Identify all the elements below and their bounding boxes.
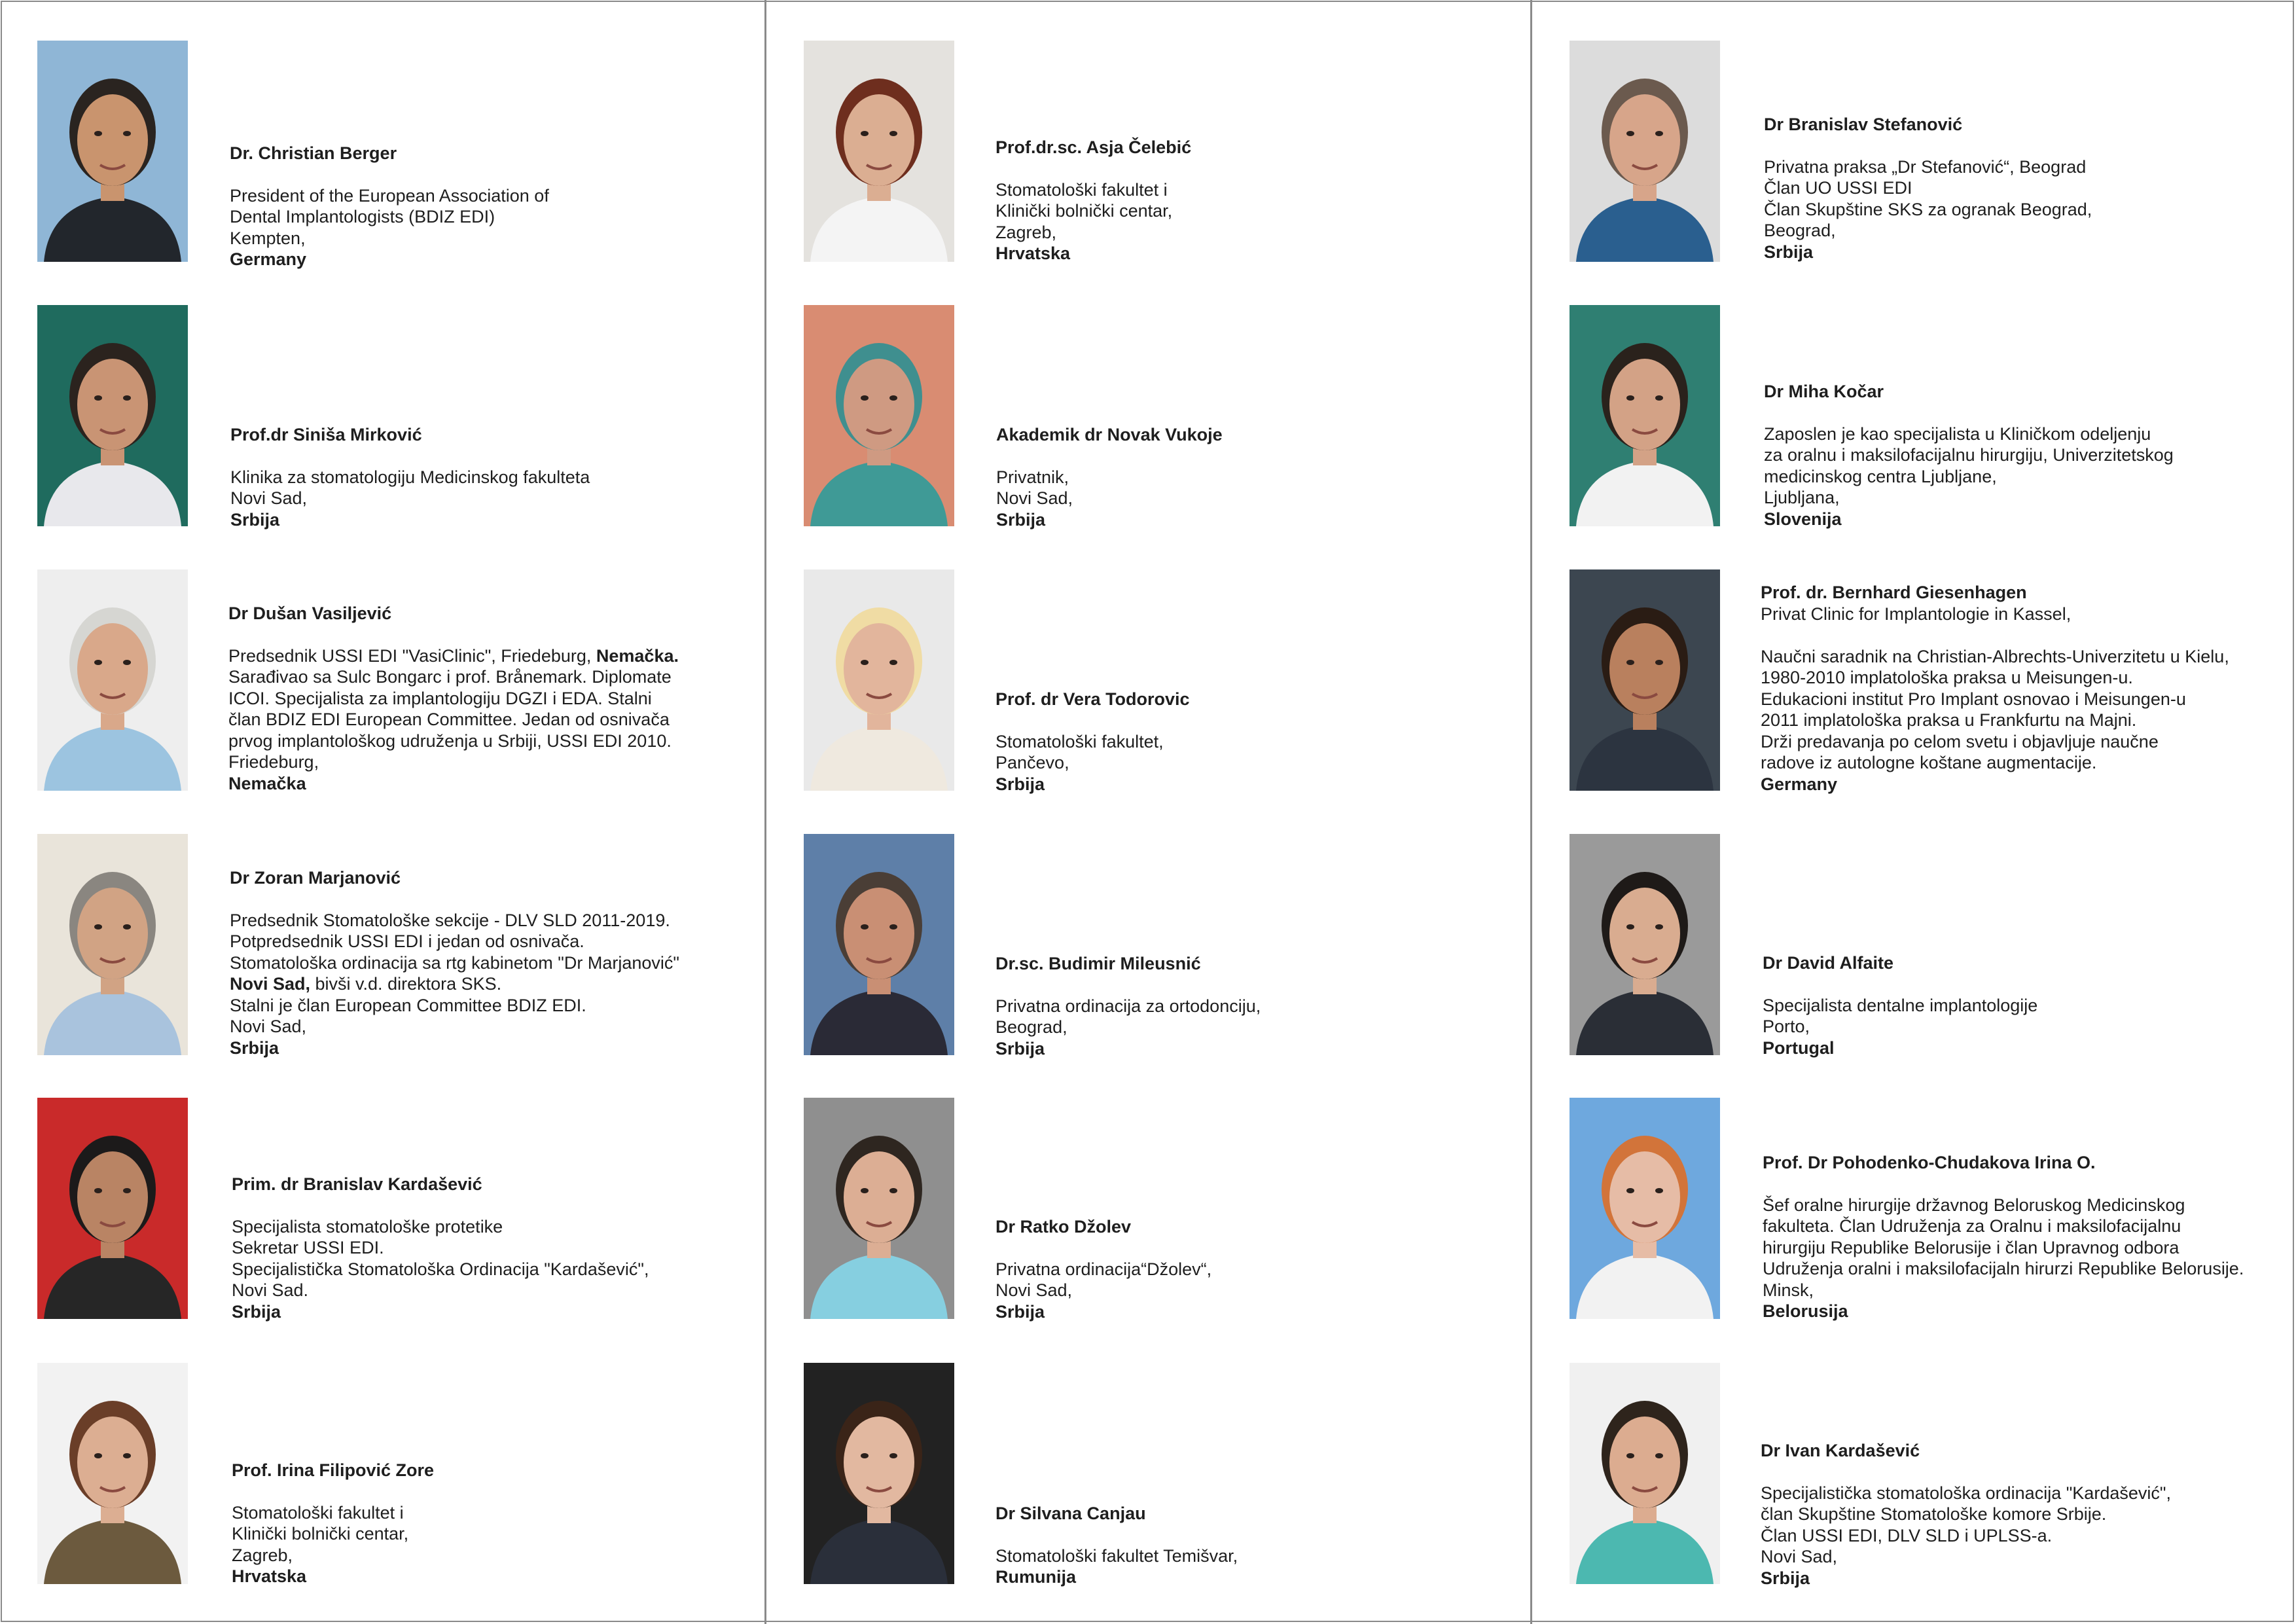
speaker-affiliation-line: Novi Sad, [230, 488, 308, 508]
speaker-affiliation-line: Član Skupštine SKS za ogranak Beograd, [1764, 199, 2092, 219]
speaker-affiliation-line [1761, 624, 2229, 646]
speaker-affiliation-line: Specijalistička stomatološka ordinacija "Kardašević", [1761, 1483, 2171, 1503]
bold-inline-text: Nemačka. [596, 645, 679, 666]
speaker-country: Hrvatska [232, 1566, 307, 1586]
speaker-affiliation-line: Minsk, [1763, 1280, 1814, 1300]
speaker-card [1763, 952, 2037, 1058]
speaker-card [230, 424, 590, 530]
speaker-name: Prof. Dr Pohodenko-Chudakova Irina O. [1763, 1153, 2096, 1172]
speaker-card [230, 867, 679, 1058]
speaker-card [996, 953, 1261, 1059]
speaker-card [228, 603, 679, 794]
speaker-affiliation-line: Edukacioni institut Pro Implant osnovao i Meisungen-u [1761, 689, 2186, 709]
speaker-photo [37, 1363, 188, 1584]
speaker-name: Dr David Alfaite [1763, 953, 1894, 973]
speaker-card [996, 1503, 1238, 1588]
speaker-name: Dr Zoran Marjanović [230, 868, 401, 888]
speaker-photo [804, 569, 954, 791]
portrait-image [1570, 834, 1720, 1055]
speaker-affiliation-line: Specijalista stomatološke protetike [232, 1216, 503, 1236]
speaker-affiliation-line: hirurgiju Republike Belorusije i član Upravnog odbora [1763, 1237, 2179, 1257]
speaker-affiliation-line: Klinički bolnički centar, [232, 1524, 409, 1543]
portrait-image [804, 834, 954, 1055]
speaker-card [230, 143, 549, 270]
speaker-country: Srbija [996, 509, 1046, 530]
speaker-affiliation-line: Klinika za stomatologiju Medicinskog fakulteta [230, 467, 590, 487]
speaker-name: Akademik dr Novak Vukoje [996, 425, 1223, 444]
speaker-name: Prof.dr.sc. Asja Čelebić [996, 137, 1192, 157]
speaker-affiliation-line: Dental Implantologists (BDIZ EDI) [230, 207, 495, 226]
speaker-card [1761, 582, 2229, 795]
speaker-card [1763, 1152, 2244, 1322]
speaker-affiliation-line: Privatna ordinacija za ortodonciju, [996, 996, 1261, 1016]
speaker-name: Dr Ratko Džolev [996, 1217, 1132, 1236]
speaker-country: Slovenija [1764, 509, 1842, 529]
portrait-image [1570, 41, 1720, 262]
speaker-affiliation-line: Beograd, [996, 1017, 1067, 1037]
speaker-affiliation-line: 1980-2010 implatološka praksa u Meisungen-u. [1761, 668, 2133, 687]
speaker-name: Dr Miha Kočar [1764, 382, 1884, 401]
portrait-image [37, 569, 188, 791]
speaker-card [1764, 381, 2174, 530]
speaker-photo [804, 1098, 954, 1319]
speaker-affiliation-line: Novi Sad, [1761, 1547, 1838, 1566]
portrait-image [37, 41, 188, 262]
speaker-affiliation-line: 2011 implatološka praksa u Frankfurtu na Majni. [1761, 710, 2137, 730]
bold-inline-text: Novi Sad, [230, 974, 311, 994]
speaker-country: Hrvatska [996, 244, 1071, 263]
speaker-card [996, 689, 1190, 795]
speaker-name: Dr Dušan Vasiljević [228, 604, 392, 623]
column-divider-1 [764, 0, 766, 1624]
portrait-image [804, 41, 954, 262]
portrait-image [1570, 1098, 1720, 1319]
speaker-affiliation-line: Privat Clinic for Implantologie in Kassel, [1761, 604, 2072, 624]
speaker-affiliation-line: Novi Sad, [996, 1280, 1073, 1300]
speaker-affiliation-line: Privatna praksa „Dr Stefanović“, Beograd [1764, 156, 2087, 177]
speaker-affiliation-line: član BDIZ EDI European Committee. Jedan od osnivača [228, 710, 670, 729]
speaker-affiliation-line: ICOI. Specijalista za implantologiju DGZI i EDA. Stalni [228, 688, 652, 708]
speaker-name: Dr Branislav Stefanović [1764, 115, 1963, 134]
speaker-affiliation-line: Klinički bolnički centar, [996, 201, 1173, 221]
speaker-affiliation-line: Zaposlen je kao specijalista u Kliničkom odeljenju [1764, 424, 2151, 444]
portrait-image [1570, 305, 1720, 526]
speaker-affiliation-line: Zagreb, [996, 222, 1057, 242]
speaker-affiliation-line: Drži predavanja po celom svetu i objavljuje naučne [1761, 731, 2159, 751]
speaker-country: Rumunija [996, 1567, 1077, 1587]
speaker-affiliation-line: fakulteta. Član Udruženja za Oralnu i maksilofacijalnu [1763, 1216, 2181, 1236]
speaker-country: Germany [230, 249, 307, 269]
speaker-country: Srbija [996, 774, 1045, 794]
speaker-photo [804, 1363, 954, 1584]
speaker-affiliation-line: Novi Sad, [230, 1017, 307, 1036]
speaker-photo [37, 569, 188, 791]
portrait-image [37, 1098, 188, 1319]
column-divider-2 [1530, 0, 1532, 1624]
speaker-photo [1570, 1363, 1720, 1584]
speaker-affiliation-line: Šef oralne hirurgije državnog Beloruskog Medicinskog [1763, 1195, 2185, 1215]
speaker-country: Nemačka [228, 773, 306, 793]
speaker-name: Dr. Christian Berger [230, 143, 397, 163]
speaker-photo [37, 41, 188, 262]
speaker-affiliation-line: Sekretar USSI EDI. [232, 1238, 384, 1257]
speaker-card [996, 424, 1223, 530]
speaker-affiliation-line: Novi Sad. [232, 1280, 309, 1300]
speaker-card [1761, 1440, 2171, 1589]
speaker-name: Dr Ivan Kardašević [1761, 1441, 1920, 1460]
speaker-country: Germany [1761, 774, 1838, 794]
speaker-photo [1570, 41, 1720, 262]
speaker-affiliation-line: Specijalistička Stomatološka Ordinacija "Kardašević", [232, 1259, 649, 1279]
speaker-affiliation-line: radove iz autologne koštane augmentacije. [1761, 753, 2097, 772]
speaker-affiliation-line: Sarađivao sa Sulc Bongarc i prof. Brånemark. Diplomate [228, 667, 672, 687]
speaker-photo [1570, 569, 1720, 791]
speaker-affiliation-line: Novi Sad, bivši v.d. direktora SKS. [230, 974, 502, 994]
speaker-photo [804, 41, 954, 262]
speaker-affiliation-line: za oralnu i maksilofacijalnu hirurgiju, Univerzitetskog [1764, 445, 2174, 465]
speaker-affiliation-line: Specijalista dentalne implantologije [1763, 995, 2038, 1015]
speaker-card [996, 1216, 1211, 1322]
speaker-affiliation-line: prvog implantološkog udruženja u Srbiji, USSI EDI 2010. [228, 731, 672, 751]
speaker-affiliation-line: Kempten, [230, 228, 306, 248]
speaker-photo [37, 305, 188, 526]
speaker-affiliation-line: Novi Sad, [996, 488, 1073, 508]
speaker-country: Srbija [1761, 1568, 1810, 1588]
speaker-card [1764, 114, 2092, 262]
speaker-affiliation-line: član Skupštine Stomatološke komore Srbije. [1761, 1504, 2107, 1524]
speaker-affiliation-line: Stomatološki fakultet i [996, 179, 1168, 200]
portrait-image [804, 305, 954, 526]
speaker-affiliation-line: Naučni saradnik na Christian-Albrechts-Univerzitetu u Kielu, [1761, 646, 2229, 666]
speaker-affiliation-line: Potpredsednik USSI EDI i jedan od osnivača. [230, 931, 584, 951]
speaker-photo [804, 305, 954, 526]
speaker-affiliation-line: Ljubljana, [1764, 488, 1840, 507]
speaker-affiliation-line: Udruženja oralni i maksilofacijaln hirurzi Republike Belorusije. [1763, 1259, 2244, 1278]
speaker-name: Prof.dr Siniša Mirković [230, 425, 422, 444]
speaker-country: Srbija [232, 1301, 281, 1322]
speaker-affiliation-line: Friedeburg, [228, 752, 319, 772]
speaker-affiliation-line: Stomatološki fakultet, [996, 731, 1164, 751]
portrait-image [804, 1363, 954, 1584]
speaker-country: Srbija [230, 1038, 279, 1058]
speaker-affiliation-line: Zagreb, [232, 1545, 293, 1565]
speaker-name: Prof. dr. Bernhard Giesenhagen [1761, 583, 2027, 602]
speaker-affiliation-line: Porto, [1763, 1017, 1810, 1036]
speaker-country: Srbija [996, 1301, 1045, 1322]
speaker-country: Portugal [1763, 1038, 1835, 1058]
speaker-card [996, 137, 1191, 264]
portrait-image [804, 1098, 954, 1319]
speaker-name: Dr Silvana Canjau [996, 1504, 1146, 1523]
speaker-affiliation-line: Predsednik Stomatološke sekcije - DLV SLD 2011-2019. [230, 910, 670, 930]
speaker-photo [804, 834, 954, 1055]
speaker-name: Dr.sc. Budimir Mileusnić [996, 954, 1201, 973]
speaker-country: Srbija [1764, 242, 1814, 262]
speaker-country: Srbija [996, 1038, 1045, 1058]
portrait-image [804, 569, 954, 791]
speaker-affiliation-line: Član USSI EDI, DLV SLD i UPLSS-a. [1761, 1525, 2053, 1545]
speaker-card [232, 1460, 434, 1587]
speaker-photo [1570, 834, 1720, 1055]
speaker-affiliation-line: Privatna ordinacija“Džolev“, [996, 1259, 1212, 1279]
speaker-name: Prim. dr Branislav Kardašević [232, 1174, 482, 1194]
speaker-affiliation-line: Pančevo, [996, 753, 1069, 772]
speaker-country: Srbija [230, 509, 280, 530]
speaker-affiliation-line: Stomatološki fakultet i [232, 1502, 404, 1523]
portrait-image [37, 1363, 188, 1584]
speaker-affiliation-line: Član UO USSI EDI [1764, 178, 1912, 198]
speaker-affiliation-line: President of the European Association of [230, 185, 549, 206]
speaker-affiliation-line: Privatnik, [996, 467, 1069, 487]
speaker-card [232, 1174, 649, 1322]
speaker-affiliation-line: Stomatološki fakultet Temišvar, [996, 1545, 1238, 1566]
speaker-affiliation-line: Beograd, [1764, 221, 1836, 240]
portrait-image [37, 834, 188, 1055]
speaker-photo [37, 1098, 188, 1319]
speaker-name: Prof. dr Vera Todorovic [996, 689, 1190, 709]
speaker-affiliation-line: Predsednik USSI EDI "VasiClinic", Friedeburg, Nemačka. [228, 645, 679, 666]
speaker-photo [1570, 305, 1720, 526]
speaker-affiliation-line: Stalni je član European Committee BDIZ EDI. [230, 995, 586, 1015]
speaker-affiliation-line: medicinskog centra Ljubljane, [1764, 466, 1997, 486]
speaker-affiliation-line: Stomatološka ordinacija sa rtg kabinetom "Dr Marjanović" [230, 952, 679, 973]
speaker-photo [37, 834, 188, 1055]
portrait-image [37, 305, 188, 526]
speaker-photo [1570, 1098, 1720, 1319]
speaker-country: Belorusija [1763, 1301, 1848, 1321]
speaker-name: Prof. Irina Filipović Zore [232, 1460, 435, 1480]
portrait-image [1570, 569, 1720, 791]
portrait-image [1570, 1363, 1720, 1584]
